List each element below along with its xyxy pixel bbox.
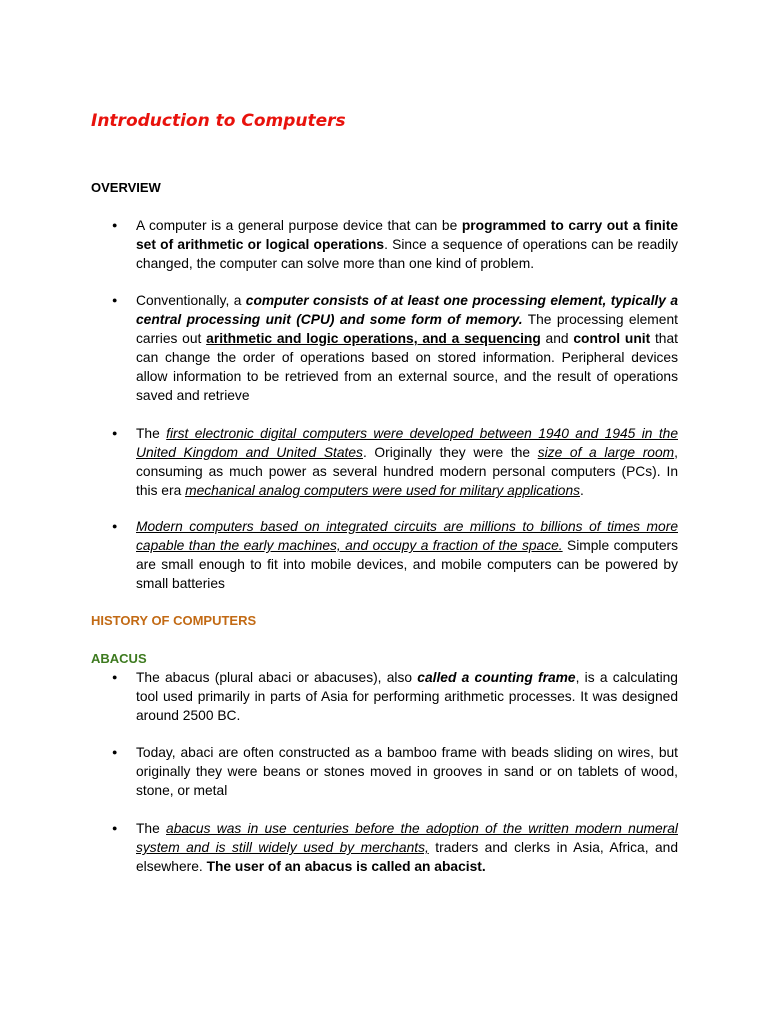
text-run: that can change the order of operations based on stored information. Peripheral devices allow information to be retrieved from an external source, and the result of operations saved and retrieve bbox=[136, 331, 678, 403]
overview-bullet-1 bbox=[136, 216, 678, 273]
text-run: The bbox=[136, 821, 167, 836]
text-run: A computer is a general purpose device that can be bbox=[136, 218, 462, 233]
text-run: The abacus (plural abaci or abacuses), also bbox=[136, 670, 418, 685]
text-run: . bbox=[580, 483, 584, 498]
text-run: mechanical analog computers were used for military applications bbox=[185, 483, 581, 498]
text-run: , consuming as much power as several hundred modern personal computers (PCs). In this era bbox=[136, 445, 678, 498]
overview-bullet-4 bbox=[136, 517, 678, 593]
text-run: and bbox=[540, 331, 574, 346]
text-run: computer consists of at least one processing element, typically a central processing unit (CPU) and some form of memory. bbox=[136, 293, 678, 327]
document-title: Introduction to Computers bbox=[91, 111, 346, 131]
history-heading: HISTORY OF COMPUTERS bbox=[91, 613, 257, 628]
abacus-bullet-3 bbox=[136, 819, 678, 876]
text-run: first electronic digital computers were developed between 1940 and 1945 in the United Kingdom and United States bbox=[136, 426, 679, 460]
text-run: Simple computers are small enough to fit into mobile devices, and mobile computers can be powered by small batteries bbox=[136, 538, 678, 591]
text-run: traders and clerks in Asia, Africa, and elsewhere. bbox=[136, 840, 678, 874]
overview-heading: OVERVIEW bbox=[91, 180, 161, 195]
text-run: programmed to carry out a finite set of arithmetic or logical operations bbox=[136, 218, 678, 252]
text-run: arithmetic and logic operations, and a sequencing bbox=[206, 331, 541, 346]
abacus-bullet-2 bbox=[136, 743, 678, 800]
text-run: Today, abaci are often constructed as a bamboo frame with beads sliding on wires, but originally they were beans or stones moved in grooves in sand or on tablets of wood, stone, or metal bbox=[136, 745, 678, 798]
text-run: . Originally they were the bbox=[362, 445, 538, 460]
text-run: . Since a sequence of operations can be readily changed, the computer can solve more than one kind of problem. bbox=[136, 237, 678, 271]
abacus-heading: ABACUS bbox=[91, 651, 147, 666]
text-run: The user of an abacus is called an abacist. bbox=[206, 859, 486, 874]
text-run: size of a large room bbox=[537, 445, 675, 460]
text-run: Conventionally, a bbox=[136, 293, 246, 308]
text-run: The bbox=[136, 426, 167, 441]
text-run: The processing element carries out bbox=[136, 312, 678, 346]
text-run: abacus was in use centuries before the adoption of the written modern numeral system and is still widely used by merchants, bbox=[136, 821, 678, 855]
text-run: control unit bbox=[573, 331, 651, 346]
abacus-bullet-1 bbox=[136, 668, 678, 725]
text-run: , is a calculating tool used primarily in parts of Asia for performing arithmetic processes. It was designed around 2500 BC. bbox=[136, 670, 678, 723]
text-run: called a counting frame bbox=[417, 670, 576, 685]
text-run: Modern computers based on integrated circuits are millions to billions of times more capable than the early machines, and occupy a fraction of the space. bbox=[136, 519, 678, 553]
overview-bullet-3 bbox=[136, 424, 678, 500]
overview-bullet-2 bbox=[136, 291, 678, 405]
